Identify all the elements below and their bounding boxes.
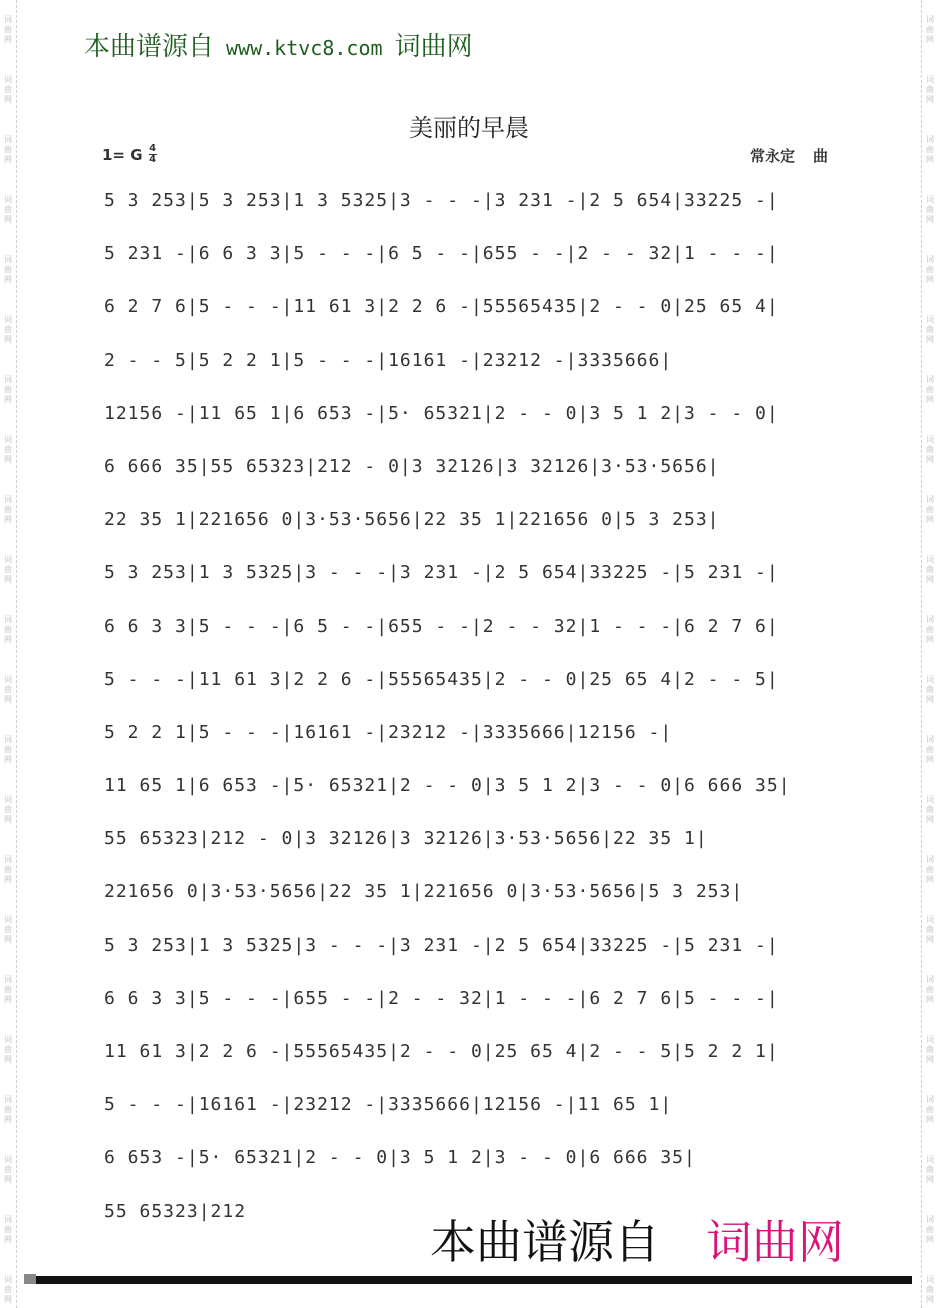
watermark-char: 词 [926, 435, 934, 444]
watermark-char: 词 [926, 975, 934, 984]
watermark-group [4, 540, 12, 600]
score-line [104, 346, 844, 399]
watermark-group [926, 240, 934, 300]
song-title: 美丽的早晨 [409, 114, 529, 142]
watermark-char: 词 [4, 735, 12, 744]
score-line [104, 877, 844, 930]
watermark-char: 网 [4, 935, 12, 944]
bottom-divider [36, 1276, 912, 1284]
watermark-char: 曲 [4, 565, 12, 574]
score-line [104, 665, 844, 718]
watermark-group [4, 600, 12, 660]
watermark-char: 曲 [4, 25, 12, 34]
score-line [104, 771, 844, 824]
watermark-char: 网 [926, 1115, 934, 1124]
watermark-group [4, 360, 12, 420]
watermark-group [926, 480, 934, 540]
score-line-text: 5 3 253|5 3 253|1 3 5325|3 - - -|3 231 -|2 5 654|33225 -| [104, 190, 779, 211]
score-line [104, 1143, 844, 1196]
watermark-char: 曲 [926, 865, 934, 874]
watermark-group [4, 480, 12, 540]
watermark-char: 词 [926, 795, 934, 804]
watermark-group [926, 1140, 934, 1200]
watermark-char: 曲 [4, 85, 12, 94]
watermark-char: 网 [926, 695, 934, 704]
watermark-char: 网 [926, 215, 934, 224]
watermark-char: 词 [4, 75, 12, 84]
score-line [104, 931, 844, 984]
watermark-char: 曲 [4, 925, 12, 934]
watermark-char: 词 [4, 315, 12, 324]
watermark-group [926, 900, 934, 960]
watermark-char: 曲 [926, 625, 934, 634]
watermark-char: 词 [4, 915, 12, 924]
watermark-char: 曲 [4, 1045, 12, 1054]
watermark-char: 曲 [926, 445, 934, 454]
watermark-group [926, 360, 934, 420]
watermark-char: 曲 [926, 205, 934, 214]
score-line-text: 6 2 7 6|5 - - -|11 61 3|2 2 6 -|55565435|2 - - 0|25 65 4| [104, 296, 779, 318]
watermark-char: 网 [4, 755, 12, 764]
watermark-char: 曲 [4, 1225, 12, 1234]
score-line-text: 6 653 -|5· 65321|2 - - 0|3 5 1 2|3 - - 0|6 666 35| [104, 1147, 696, 1169]
score-line-text: 5 3 253|1 3 5325|3 - - -|3 231 -|2 5 654|33225 -|5 231 -| [104, 934, 779, 956]
watermark-char: 词 [4, 855, 12, 864]
composer-role: 曲 [813, 147, 829, 165]
watermark-char: 曲 [926, 25, 934, 34]
watermark-char: 词 [926, 735, 934, 744]
watermark-char: 网 [4, 275, 12, 284]
score-line [104, 1090, 844, 1143]
watermark-char: 曲 [926, 265, 934, 274]
watermark-char: 词 [4, 1095, 12, 1104]
watermark-char: 词 [926, 75, 934, 84]
header-url[interactable]: www.ktvc8.com [226, 36, 383, 60]
watermark-char: 曲 [926, 1165, 934, 1174]
watermark-char: 曲 [926, 985, 934, 994]
watermark-char: 词 [926, 15, 934, 24]
watermark-group [4, 300, 12, 360]
watermark-char: 曲 [4, 265, 12, 274]
watermark-char: 网 [4, 155, 12, 164]
bottom-corner-mark [24, 1274, 36, 1284]
watermark-group [4, 720, 12, 780]
watermark-char: 网 [926, 95, 934, 104]
watermark-group [926, 840, 934, 900]
watermark-char: 网 [926, 335, 934, 344]
score-line-text: 12156 -|11 65 1|6 653 -|5· 65321|2 - - 0|3 5 1 2|3 - - 0| [104, 402, 779, 424]
watermark-group [4, 960, 12, 1020]
composer-credit [750, 145, 828, 166]
watermark-char: 词 [926, 555, 934, 564]
score-line-text: 11 65 1|6 653 -|5· 65321|2 - - 0|3 5 1 2|3 - - 0|6 666 35| [104, 775, 791, 797]
watermark-char: 词 [4, 555, 12, 564]
key-signature [102, 144, 157, 165]
watermark-group [926, 960, 934, 1020]
watermark-char: 网 [926, 155, 934, 164]
header-site-left: 本曲谱源自 [84, 32, 215, 62]
watermark-char: 曲 [926, 1105, 934, 1114]
watermark-char: 网 [926, 995, 934, 1004]
score-line-text: 2 - - 5|5 2 2 1|5 - - -|16161 -|23212 -|3335666| [104, 349, 673, 371]
score-line [104, 186, 844, 239]
watermark-group [926, 1260, 934, 1308]
score-line-text: 5 3 253|1 3 5325|3 - - -|3 231 -|2 5 654|33225 -|5 231 -| [104, 562, 779, 584]
score-line [104, 292, 844, 345]
watermark-group [926, 180, 934, 240]
watermark-char: 曲 [4, 445, 12, 454]
watermark-char: 曲 [4, 1285, 12, 1294]
watermark-char: 网 [4, 695, 12, 704]
watermark-group [4, 1200, 12, 1260]
composer-name: 常永定 [750, 147, 796, 165]
watermark-char: 网 [4, 1115, 12, 1124]
watermark-group [4, 0, 12, 60]
watermark-char: 网 [926, 1235, 934, 1244]
watermark-group [926, 300, 934, 360]
watermark-group [4, 840, 12, 900]
watermark-group [926, 0, 934, 60]
watermark-char: 网 [4, 1295, 12, 1304]
watermark-char: 网 [4, 35, 12, 44]
watermark-char: 网 [926, 395, 934, 404]
watermark-group [4, 1140, 12, 1200]
watermark-char: 词 [4, 615, 12, 624]
watermark-char: 曲 [926, 505, 934, 514]
watermark-group [926, 600, 934, 660]
watermark-char: 网 [926, 1175, 934, 1184]
footer-logo [430, 1206, 844, 1272]
watermark-group [926, 1080, 934, 1140]
key-label: 1= G [102, 145, 143, 164]
score-body [104, 186, 844, 1250]
watermark-char: 曲 [4, 1105, 12, 1114]
score-line [104, 718, 844, 771]
watermark-char: 曲 [4, 145, 12, 154]
watermark-char: 词 [4, 375, 12, 384]
watermark-char: 网 [4, 1175, 12, 1184]
watermark-char: 词 [4, 1275, 12, 1284]
watermark-group [4, 660, 12, 720]
watermark-char: 曲 [926, 325, 934, 334]
watermark-char: 网 [4, 635, 12, 644]
watermark-char: 词 [926, 495, 934, 504]
watermark-group [4, 1080, 12, 1140]
score-line [104, 399, 844, 452]
watermark-char: 词 [4, 1155, 12, 1164]
watermark-char: 曲 [926, 565, 934, 574]
watermark-group [926, 720, 934, 780]
watermark-char: 网 [926, 755, 934, 764]
watermark-char: 曲 [926, 805, 934, 814]
watermark-char: 网 [4, 575, 12, 584]
watermark-char: 词 [926, 315, 934, 324]
watermark-char: 词 [926, 1035, 934, 1044]
watermark-char: 网 [926, 35, 934, 44]
watermark-char: 词 [4, 795, 12, 804]
watermark-char: 网 [926, 1055, 934, 1064]
watermark-group [926, 1020, 934, 1080]
footer-logo-left: 本曲谱源自 [430, 1215, 660, 1269]
score-line-text: 22 35 1|221656 0|3·53·5656|22 35 1|221656 0|5 3 253| [104, 509, 720, 531]
watermark-char: 词 [926, 195, 934, 204]
score-line [104, 239, 844, 292]
score-line [104, 558, 844, 611]
watermark-char: 曲 [926, 385, 934, 394]
watermark-char: 词 [4, 495, 12, 504]
score-line-text: 5 - - -|16161 -|23212 -|3335666|12156 -|11 65 1| [104, 1094, 673, 1116]
watermark-char: 曲 [4, 805, 12, 814]
watermark-group [4, 180, 12, 240]
watermark-char: 网 [926, 515, 934, 524]
watermark-char: 网 [4, 815, 12, 824]
source-header [84, 26, 473, 63]
score-line-text: 6 6 3 3|5 - - -|655 - -|2 - - 32|1 - - -|6 2 7 6|5 - - -| [104, 987, 779, 1009]
watermark-char: 词 [4, 1035, 12, 1044]
watermark-char: 词 [926, 615, 934, 624]
watermark-char: 词 [4, 255, 12, 264]
watermark-char: 曲 [926, 685, 934, 694]
watermark-char: 词 [4, 1215, 12, 1224]
watermark-char: 曲 [926, 85, 934, 94]
watermark-char: 网 [4, 95, 12, 104]
watermark-char: 曲 [926, 1045, 934, 1054]
watermark-char: 曲 [926, 1285, 934, 1294]
watermark-char: 词 [4, 435, 12, 444]
watermark-char: 网 [926, 575, 934, 584]
time-signature-top: 4 [149, 143, 157, 154]
score-line-text: 11 61 3|2 2 6 -|55565435|2 - - 0|25 65 4|2 - - 5|5 2 2 1| [104, 1041, 779, 1062]
watermark-group [926, 660, 934, 720]
watermark-char: 曲 [4, 505, 12, 514]
score-line [104, 1037, 844, 1090]
watermark-char: 曲 [4, 325, 12, 334]
watermark-char: 网 [926, 875, 934, 884]
left-watermark-strip [0, 0, 17, 1308]
watermark-char: 网 [4, 995, 12, 1004]
watermark-char: 曲 [926, 745, 934, 754]
watermark-char: 词 [926, 855, 934, 864]
watermark-char: 词 [926, 135, 934, 144]
watermark-char: 网 [4, 455, 12, 464]
watermark-char: 网 [926, 275, 934, 284]
watermark-group [4, 900, 12, 960]
watermark-group [926, 780, 934, 840]
score-line-text: 55 65323|212 [104, 1200, 247, 1222]
watermark-char: 曲 [4, 1165, 12, 1174]
watermark-char: 网 [4, 1055, 12, 1064]
watermark-char: 网 [926, 455, 934, 464]
watermark-char: 曲 [4, 745, 12, 754]
watermark-char: 网 [4, 875, 12, 884]
watermark-char: 曲 [926, 925, 934, 934]
watermark-char: 词 [4, 675, 12, 684]
watermark-char: 词 [926, 1275, 934, 1284]
watermark-group [4, 240, 12, 300]
watermark-char: 曲 [926, 1225, 934, 1234]
watermark-group [4, 1260, 12, 1308]
watermark-char: 词 [4, 195, 12, 204]
score-line [104, 452, 844, 505]
score-line [104, 984, 844, 1037]
watermark-group [926, 420, 934, 480]
watermark-char: 网 [4, 395, 12, 404]
watermark-char: 词 [926, 255, 934, 264]
watermark-char: 词 [4, 975, 12, 984]
watermark-char: 词 [4, 135, 12, 144]
watermark-char: 网 [926, 935, 934, 944]
score-line [104, 824, 844, 877]
watermark-char: 词 [926, 1215, 934, 1224]
watermark-char: 曲 [4, 985, 12, 994]
watermark-char: 词 [4, 15, 12, 24]
watermark-char: 词 [926, 1155, 934, 1164]
score-line-text: 221656 0|3·53·5656|22 35 1|221656 0|3·53·5656|5 3 253| [104, 881, 744, 903]
time-signature-bottom: 4 [149, 154, 157, 165]
watermark-group [926, 1200, 934, 1260]
score-line [104, 612, 844, 665]
footer-logo-brand: 词曲网 [706, 1215, 844, 1269]
watermark-group [4, 1020, 12, 1080]
right-watermark-strip [921, 0, 938, 1308]
watermark-char: 曲 [4, 685, 12, 694]
watermark-char: 曲 [4, 205, 12, 214]
watermark-char: 网 [926, 1295, 934, 1304]
score-line-text: 6 6 3 3|5 - - -|6 5 - -|655 - -|2 - - 32|1 - - -|6 2 7 6| [104, 615, 779, 637]
watermark-group [926, 540, 934, 600]
header-site-right: 词曲网 [394, 32, 473, 62]
watermark-char: 词 [926, 1095, 934, 1104]
time-signature [149, 144, 157, 165]
watermark-char: 网 [4, 515, 12, 524]
score-line-text: 5 231 -|6 6 3 3|5 - - -|6 5 - -|655 - -|2 - - 32|1 - - -| [104, 243, 779, 265]
score-line-text: 55 65323|212 - 0|3 32126|3 32126|3·53·5656|22 35 1| [104, 828, 708, 850]
watermark-char: 曲 [4, 385, 12, 394]
watermark-char: 网 [4, 1235, 12, 1244]
watermark-char: 网 [926, 635, 934, 644]
watermark-char: 曲 [4, 625, 12, 634]
watermark-char: 网 [4, 215, 12, 224]
watermark-char: 词 [926, 675, 934, 684]
score-line [104, 505, 844, 558]
watermark-group [4, 780, 12, 840]
watermark-char: 网 [4, 335, 12, 344]
score-line-text: 5 2 2 1|5 - - -|16161 -|23212 -|3335666|12156 -| [104, 721, 673, 743]
watermark-char: 词 [926, 915, 934, 924]
watermark-char: 曲 [926, 145, 934, 154]
score-line-text: 6 666 35|55 65323|212 - 0|3 32126|3 32126|3·53·5656| [104, 455, 720, 477]
watermark-char: 网 [926, 815, 934, 824]
watermark-group [4, 420, 12, 480]
watermark-char: 曲 [4, 865, 12, 874]
watermark-char: 词 [926, 375, 934, 384]
score-line-text: 5 - - -|11 61 3|2 2 6 -|55565435|2 - - 0|25 65 4|2 - - 5| [104, 668, 779, 690]
